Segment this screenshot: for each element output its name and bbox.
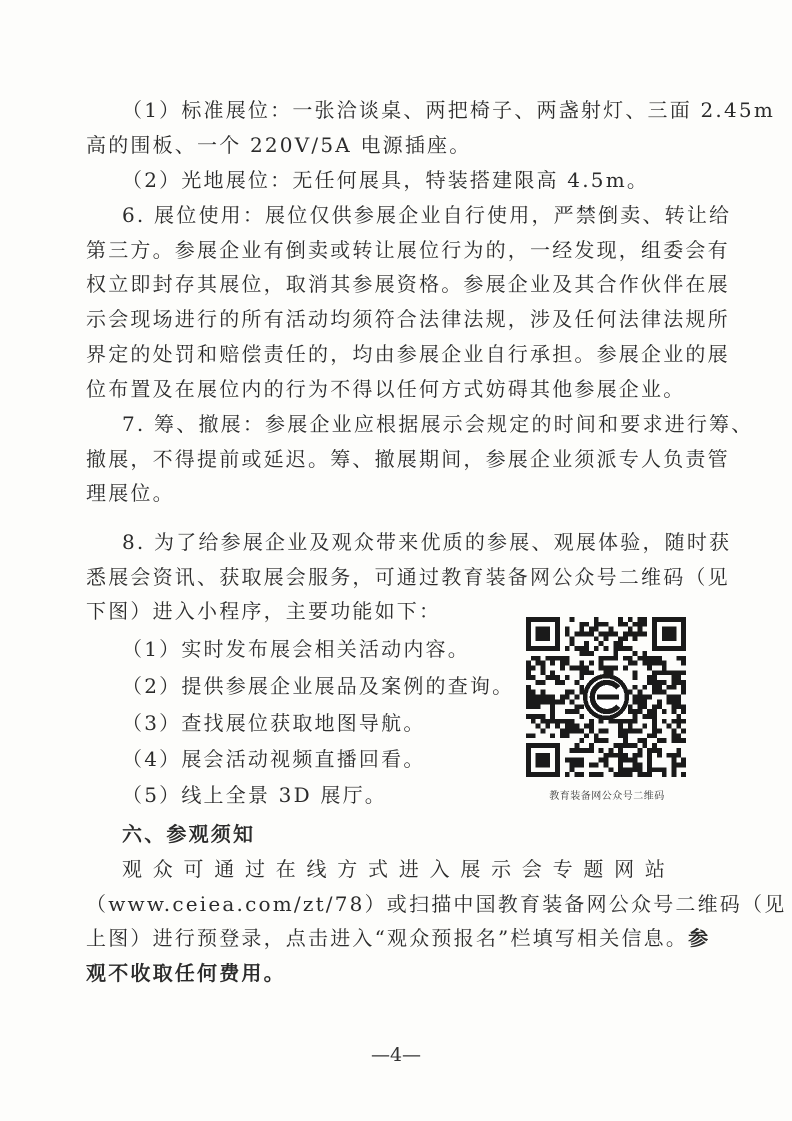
visit-notice-line-4: 观不收取任何费用。 <box>86 961 286 986</box>
setup-teardown-line: 理展位。 <box>86 481 175 506</box>
standard-booth-paragraph <box>86 93 775 162</box>
feature-item: （2）提供参展企业展品及案例的查询。 <box>122 674 515 698</box>
visit-notice-line-3 <box>86 921 718 956</box>
feature-item: （4）展会活动视频直播回看。 <box>122 747 426 771</box>
qr-logo-bar <box>597 695 619 700</box>
feature-item: （1）实时发布展会相关活动内容。 <box>122 637 470 661</box>
booth-usage-line: 位布置及在展位内的行为不得以任何方式妨碍其他参展企业。 <box>86 376 686 401</box>
visit-notice-line-1: 观 众 可 通 过 在 线 方 式 进 入 展 示 会 专 题 网 站 <box>122 857 668 881</box>
mini-program-line: 下图）进入小程序，主要功能如下： <box>86 599 442 624</box>
qr-caption: 教育装备网公众号二维码 <box>549 791 665 802</box>
visit-notice-heading: 六、参观须知 <box>122 822 256 846</box>
visit-notice-heading-block <box>86 817 718 852</box>
raw-space-paragraph <box>86 163 718 198</box>
setup-teardown-line: 撤展，不得提前或延迟。筹、撤展期间，参展企业须派专人负责管 <box>86 446 730 471</box>
setup-teardown-line: 7. 筹、撤展：参展企业应根据展示会规定的时间和要求进行筹、 <box>122 412 754 436</box>
raw-space-line: （2）光地展位：无任何展具，特装搭建限高 4.5m。 <box>122 168 650 192</box>
setup-teardown-paragraph <box>86 407 754 511</box>
booth-usage-line: 示会现场进行的所有活动均须符合法律法规，涉及任何法律法规所 <box>86 307 730 332</box>
visit-notice-line-3-text: 上图）进行预登录，点击进入“观众预报名”栏填写相关信息。 <box>86 926 689 951</box>
qr-code-icon <box>526 617 686 777</box>
qr-finder-inner <box>536 753 551 768</box>
qr-code[interactable] <box>526 617 686 777</box>
booth-usage-line: 6. 展位使用：展位仅供参展企业自行使用，严禁倒卖、转让给 <box>122 203 732 227</box>
visit-notice-paragraph <box>86 852 787 991</box>
booth-usage-paragraph <box>86 198 732 406</box>
booth-usage-line: 界定的处罚和赔偿责任的，均由参展企业自行承担。参展企业的展 <box>86 341 730 366</box>
mini-program-line: 8. 为了给参展企业及观众带来优质的参展、观展体验，随时获 <box>122 530 732 554</box>
mini-program-line: 悉展会资讯、获取展会服务，可通过教育装备网公众号二维码（见 <box>86 564 730 589</box>
standard-booth-line-1: （1）标准展位：一张洽谈桌、两把椅子、两盏射灯、三面 2.45m <box>122 98 775 122</box>
booth-usage-line: 权立即封存其展位，取消其参展资格。参展企业及其合作伙伴在展 <box>86 272 730 297</box>
page-number: —4— <box>370 1044 422 1066</box>
feature-item: （3）查找展位获取地图导航。 <box>122 711 426 735</box>
feature-item: （5）线上全景 3D 展厅。 <box>122 783 387 807</box>
qr-finder-inner <box>536 627 551 642</box>
mini-program-paragraph <box>86 525 732 629</box>
standard-booth-line-2: 高的围板、一个 220V/5A 电源插座。 <box>86 132 472 157</box>
qr-finder-inner <box>662 627 677 642</box>
visit-notice-line-2: （www.ceiea.com/zt/78）或扫描中国教育装备网公众号二维码（见 <box>86 891 787 916</box>
visit-notice-line-3-bold: 参 <box>688 926 711 951</box>
booth-usage-line: 第三方。参展企业有倒卖或转让展位行为的，一经发现，组委会有 <box>86 237 730 262</box>
